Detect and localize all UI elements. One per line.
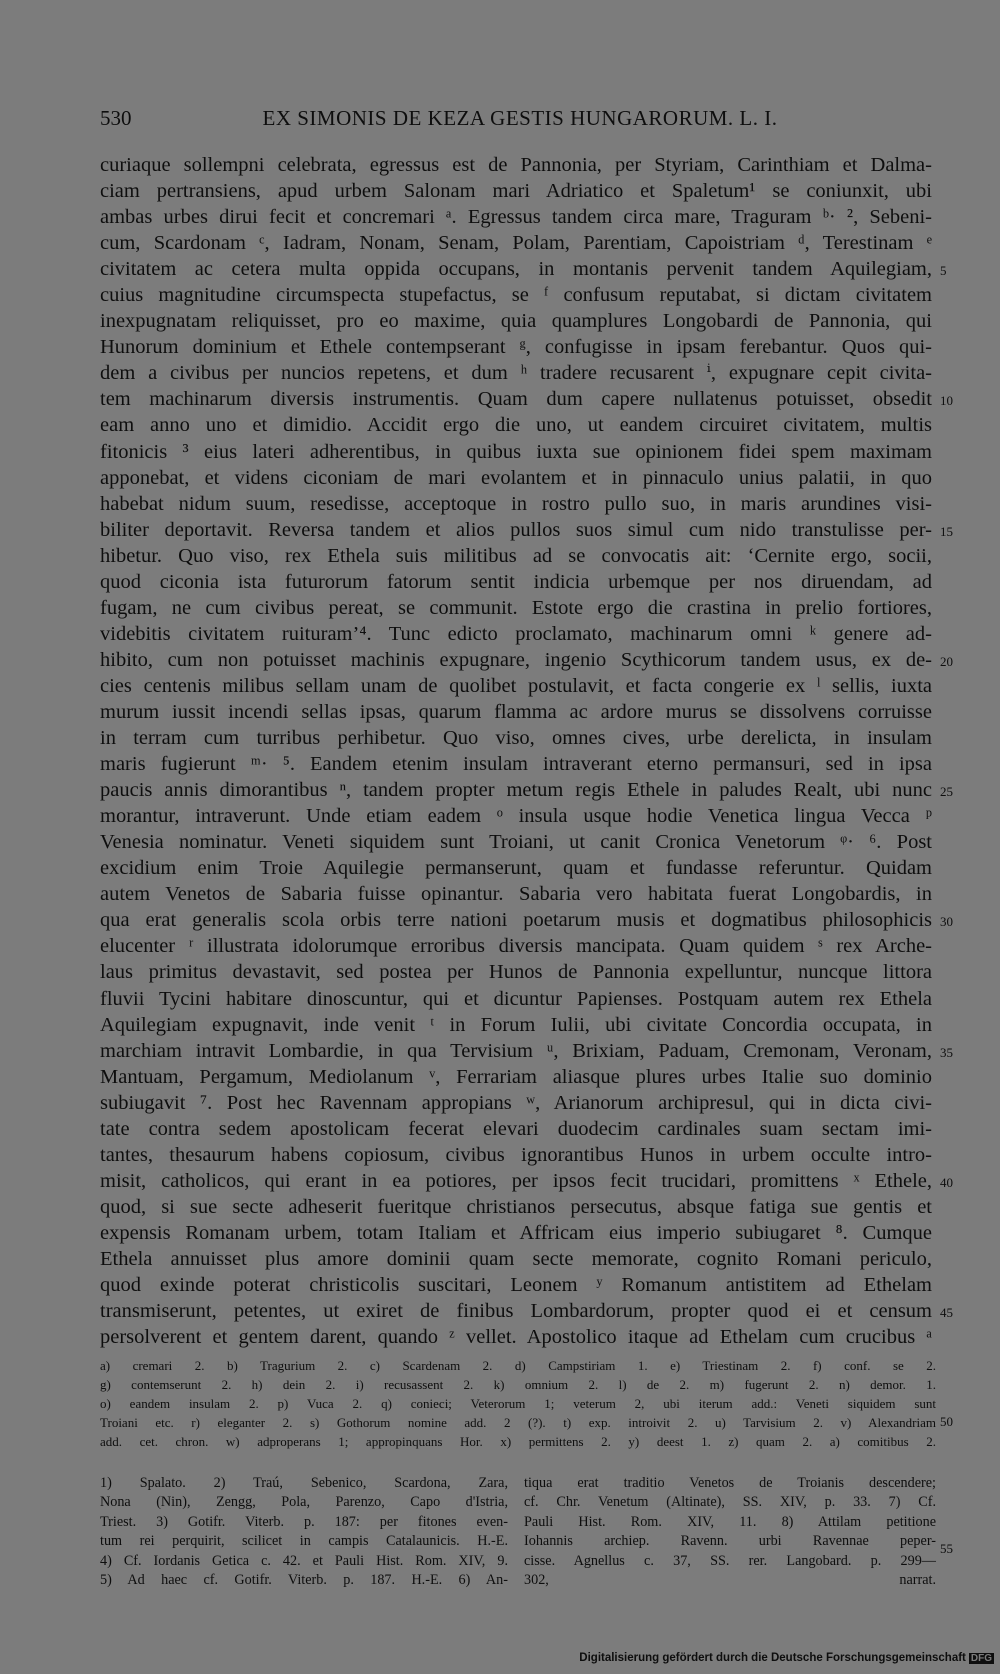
footnotes-left-column — [100, 1474, 508, 1590]
line-number: 5 — [940, 263, 947, 279]
line-number: 20 — [940, 653, 953, 669]
text-line: curiaque sollempni celebrata, egressus est de Pannonia, per Styriam, Carinthiam et Dalma- — [100, 154, 932, 176]
text-line: maris fugierunt ᵐ· ⁵. Eandem etenim insulam intraverant eterno permansuri, sed in ipsa — [100, 753, 932, 776]
text-line: Venesia nominatur. Veneti siquidem sunt Troiani, ut canit Cronica Venetorum ᵠ· ⁶. Post — [100, 831, 932, 854]
text-line: Mantuam, Pergamum, Mediolanum ᵛ, Ferrariam aliasque plures urbes Italie suo dominio — [100, 1065, 932, 1088]
text-line: elucenter ʳ illustrata idolorumque erroribus diversis mancipata. Quam quidem ˢ rex Arche- — [100, 935, 932, 958]
footnote-line: Nona (Nin), Zengg, Pola, Parenzo, Capo d'Istria, — [100, 1494, 508, 1511]
page-header — [100, 106, 940, 140]
text-line: misit, catholicos, qui erant in ea potiores, per ipsos fecit trucidari, promittens ˣ Ethele, — [100, 1169, 932, 1192]
line-number: 15 — [940, 523, 953, 539]
footnote-line: tiqua erat traditio Venetos de Troianis descendere; — [524, 1475, 936, 1491]
text-line: marchiam intravit Lombardie, in qua Tervisium ᵘ, Brixiam, Paduam, Cremonam, Veronam, — [100, 1039, 932, 1062]
text-line: quod ciconia ista futurorum fatorum sentit indicia urbemque per nos diruendam, ad — [100, 570, 932, 593]
text-line: ciam pertransiens, apud urbem Salonam mari Adriatico et Spaletum¹ se coniunxit, ubi — [100, 180, 932, 203]
text-line: hibetur. Quo viso, rex Ethela suis militibus ad se convocatis ait: ‘Cernite ergo, socii, — [100, 544, 932, 567]
dfg-logo: DFG — [970, 1653, 992, 1664]
footnote-line: 4) Cf. Iordanis Getica c. 42. et Pauli Hist. Rom. XIV, 9. — [100, 1552, 508, 1569]
text-line: laus primitus devastavit, sed postea per Hunos de Pannonia expelluntur, nuncque littora — [100, 961, 932, 984]
text-line: tate contra sedem apostolicam fecerat elevari duodecim cardinales suam sectam imi- — [100, 1117, 932, 1140]
text-line: murum iussit incendi sellas ipsas, quarum flamma ac ardore murus se dissolvens corruisse — [100, 700, 932, 723]
apparatus-line: add. cet. chron. w) adproperans 1; appropinquans Hor. x) permittens 2. y) deest 1. z) quam 2. a) comitibus 2. — [100, 1434, 936, 1449]
text-line: subiugavit ⁷. Post hec Ravennam appropians ʷ, Arianorum archipresul, qui in dicta civi- — [100, 1091, 932, 1114]
text-line: videbitis civitatem ruituram’⁴. Tunc edicto proclamato, machinarum omni ᵏ genere ad- — [100, 622, 932, 645]
footnote-line: tum rei perquirit, scilicet in campis Catalaunicis. H.-E. — [100, 1533, 508, 1550]
apparatus-line: Troiani etc. r) eleganter 2. s) Gothorum nomine add. 2 (?). t) exp. introivit 2. u) Tarvisium 2. v) Alexandriam — [100, 1415, 936, 1430]
text-line: tantes, thesaurum habens copiosum, civibus ignorantibus Hunos in urbem occulte intro- — [100, 1143, 932, 1166]
text-line: fitonicis ³ eius lateri adherentibus, in quibus iuxta sue opinionem fidei spem maximam — [100, 440, 932, 463]
text-line: Hunorum dominium et Ethele contempserant ᵍ, confugisse in ipsam ferebantur. Quos qui- — [100, 336, 932, 359]
text-line: autem Venetos de Sabaria fuisse opinantur. Sabaria vero habitata fuerat Longobardis, in — [100, 883, 932, 906]
line-number: 10 — [940, 393, 953, 409]
line-number: 30 — [940, 914, 953, 930]
footnote-line: cisse. Agnellus c. 37, SS. rer. Langobard. p. 299— — [524, 1552, 936, 1569]
footnote-line: Triest. 3) Gotifr. Viterb. p. 187: per fitones even- — [100, 1513, 508, 1530]
credit-text: Digitalisierung gefördert durch die Deutsche Forschungsgemeinschaft — [579, 1652, 966, 1664]
footnotes-right-column — [524, 1474, 936, 1590]
footnote-line: Pauli Hist. Rom. XIV, 11. 8) Attilam petitione — [524, 1513, 936, 1530]
running-title: EX SIMONIS DE KEZA GESTIS HUNGARORUM. L. I. — [262, 106, 778, 130]
text-line: tem machinarum diversis instrumentis. Quam dum capere nullatenus potuisset, obsedit — [100, 388, 932, 411]
apparatus-line: g) contemserunt 2. h) dein 2. i) recusassent 2. k) omnium 2. l) de 2. m) fugerunt 2. n) demor. 1. — [100, 1377, 936, 1392]
footnote-line: Iohannis archiep. Ravenn. urbi Ravennae peper- — [524, 1533, 936, 1550]
text-line: excidium enim Troie Aquilegie permanserunt, quam et fundasse referuntur. Quidam — [100, 857, 932, 880]
text-line: dem a civibus per nuncios repetens, et dum ʰ tradere recusarent ⁱ, expugnare cepit civita- — [100, 362, 932, 385]
text-line: ambas urbes dirui fecit et concremari ᵃ. Egressus tandem circa mare, Traguram ᵇ· ², Sebeni- — [100, 206, 932, 229]
text-line: morantur, intraverunt. Unde etiam eadem ᵒ insula usque hodie Venetica lingua Vecca ᵖ — [100, 805, 932, 828]
text-line: Ethela annuisset plus amore dominii quam secte memorate, cognito Romani periculo, — [100, 1247, 932, 1270]
text-line: quod exinde poterat christicolis suscitari, Leonem ʸ Romanum antistitem ad Ethelam — [100, 1274, 932, 1297]
text-line: fugam, ne cum civibus pereat, se communit. Estote ergo die crastina in prelio fortiores, — [100, 596, 932, 619]
text-line: quod, si sue secte adheserit fueritque christianos persecutus, absque fatiga sue gentis et — [100, 1195, 932, 1218]
text-line: persolverent et gentem darent, quando ᶻ vellet. Apostolico itaque ad Ethelam cum crucibus ᵃ — [100, 1326, 932, 1349]
text-line: transmiserunt, petentes, ut exiret de finibus Lombardorum, propter quod ei et censum — [100, 1300, 932, 1323]
page-number: 530 — [100, 106, 132, 130]
footnote-line: 302, narrat. — [524, 1571, 936, 1588]
text-line: hibito, cum non potuisset machinis expugnare, ingenio Scythicorum tandem usus, ex de- — [100, 648, 932, 671]
text-line: qua erat generalis scola orbis terre nationi poetarum musis et dogmatibus philosophicis — [100, 909, 932, 932]
apparatus-line: o) eandem insulam 2. p) Vuca 2. q) conieci; Veterorum 1; veterum 2, ubi iterum add.: Veneti siquidem sunt — [100, 1396, 936, 1411]
footnote-line: cf. Chr. Venetum (Altinate), SS. XIV, p. 33. 7) Cf. — [524, 1494, 936, 1511]
text-line: apponebat, et videns ciconiam de mari evolantem et in pinnaculo unius palatii, in quo — [100, 466, 932, 489]
line-number: 35 — [940, 1044, 953, 1060]
text-line: cies centenis milibus sellam unam de quolibet postulavit, et facta congerie ex ˡ sellis, iuxta — [100, 674, 932, 697]
text-line: habebat nidum suum, resedisse, acceptoque in rostro pullo suo, in maris arundines visi- — [100, 492, 932, 515]
text-line: eam anno uno et dimidio. Accidit ergo die uno, ut eandem circuiret civitatem, multis — [100, 414, 932, 437]
critical-apparatus — [100, 1356, 936, 1451]
main-text — [100, 152, 932, 1350]
apparatus-line-number: 50 — [940, 1414, 953, 1429]
text-line: cuius magnitudine circumspecta stupefactus, se ᶠ confusum reputabat, si dictam civitatem — [100, 284, 932, 307]
apparatus-line: a) cremari 2. b) Tragurium 2. c) Scardenam 2. d) Campstiriam 1. e) Triestinam 2. f) conf. se 2. — [100, 1358, 936, 1373]
line-number: 40 — [940, 1174, 953, 1190]
text-line: expensis Romanam urbem, totam Italiam et Affricam eius imperio subiugaret ⁸. Cumque — [100, 1221, 932, 1244]
line-number: 45 — [940, 1305, 953, 1321]
text-line: inexpugnatam reliquisset, pro eo maxime, quia quamplures Longobardi de Pannonia, qui — [100, 310, 932, 333]
text-line: paucis annis dimorantibus ⁿ, tandem propter metum regis Ethele in paludes Realt, ubi nunc — [100, 779, 932, 802]
text-line: biliter deportavit. Reversa tandem et alios pullos suos simul cum nido transtulisse per- — [100, 518, 932, 541]
text-line: Aquilegiam expugnavit, inde venit ᵗ in Forum Iulii, ubi civitate Concordia occupata, in — [100, 1013, 932, 1036]
text-line: civitatem ac cetera multa oppida occupans, in montanis pervenit tandem Aquilegiam, — [100, 258, 932, 281]
text-line: in terram cum turribus perhibetur. Quo viso, omnes cives, urbe derelicta, in insulam — [100, 727, 932, 750]
text-line: fluvii Tycini habitare dinoscuntur, qui et dicuntur Papienses. Postquam autem rex Ethela — [100, 987, 932, 1010]
footnote-line: 1) Spalato. 2) Traú, Sebenico, Scardona, Zara, — [100, 1475, 508, 1491]
text-line: cum, Scardonam ᶜ, Iadram, Nonam, Senam, Polam, Parentiam, Capoistriam ᵈ, Terestinam ᵉ — [100, 232, 932, 255]
footnote-line: 5) Ad haec cf. Gotifr. Viterb. p. 187. H.-E. 6) An- — [100, 1571, 508, 1588]
footnote-line-number: 55 — [940, 1541, 953, 1556]
digitization-credit — [579, 1652, 994, 1664]
line-number: 25 — [940, 784, 953, 800]
